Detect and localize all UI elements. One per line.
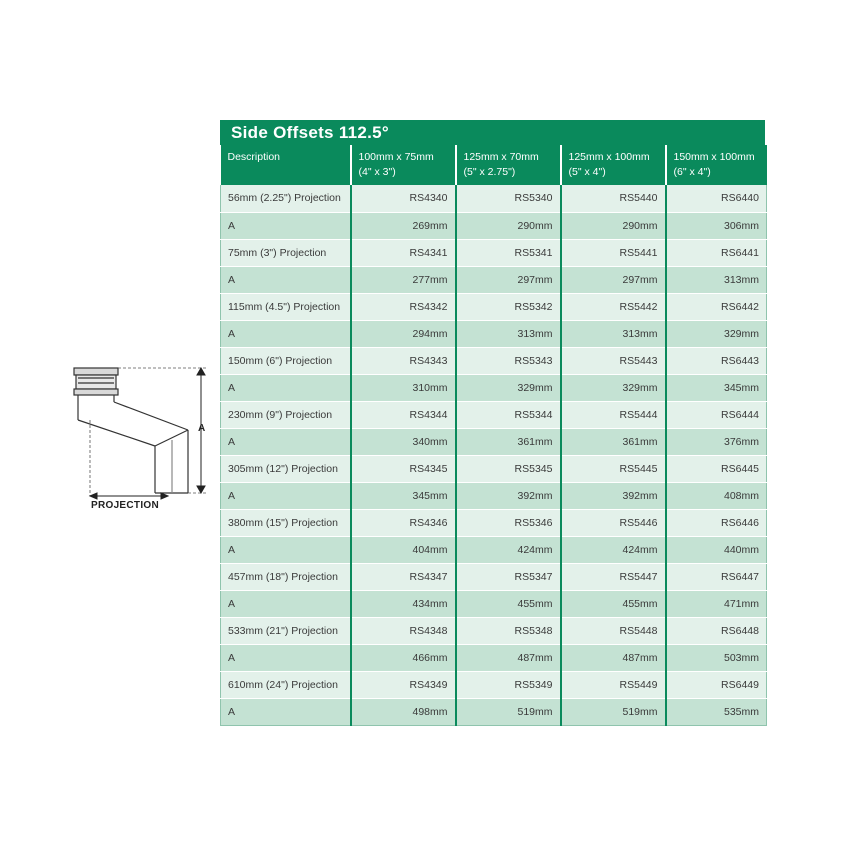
- product-code-cell: RS4340: [351, 185, 456, 212]
- side-offsets-table: [220, 145, 767, 726]
- dimension-a-cell: 487mm: [456, 644, 561, 671]
- table-row-dimension-a: [221, 644, 767, 671]
- table-row-dimension-a: [221, 590, 767, 617]
- dimension-a-row-label: A: [221, 644, 351, 671]
- table-row-dimension-a: [221, 374, 767, 401]
- product-code-cell: RS5444: [561, 401, 666, 428]
- header-line: 125mm x 100mm: [568, 151, 650, 163]
- product-code-cell: RS5348: [456, 617, 561, 644]
- dimension-a-cell: 269mm: [351, 212, 456, 239]
- product-code-cell: RS5443: [561, 347, 666, 374]
- header-line: 100mm x 75mm: [358, 151, 434, 163]
- product-code-cell: RS5445: [561, 455, 666, 482]
- projection-label: PROJECTION: [91, 500, 160, 511]
- dimension-a-cell: 455mm: [456, 590, 561, 617]
- product-code-cell: RS5349: [456, 671, 561, 698]
- product-code-cell: RS4347: [351, 563, 456, 590]
- dimension-a-cell: 340mm: [351, 428, 456, 455]
- product-code-cell: RS4344: [351, 401, 456, 428]
- dimension-a-row-label: A: [221, 428, 351, 455]
- dimension-a-row-label: A: [221, 320, 351, 347]
- product-code-cell: RS5341: [456, 239, 561, 266]
- dimension-a-row-label: A: [221, 698, 351, 725]
- table-header-row: [221, 145, 767, 185]
- product-code-cell: RS5448: [561, 617, 666, 644]
- dimension-a-cell: 519mm: [561, 698, 666, 725]
- dimension-a-row-label: A: [221, 590, 351, 617]
- product-code-cell: RS5344: [456, 401, 561, 428]
- dimension-a-cell: 434mm: [351, 590, 456, 617]
- dimension-a-cell: 361mm: [561, 428, 666, 455]
- dimension-a-cell: 404mm: [351, 536, 456, 563]
- dimension-a-cell: 471mm: [666, 590, 767, 617]
- dimension-a-cell: 290mm: [561, 212, 666, 239]
- dimension-a-cell: 313mm: [456, 320, 561, 347]
- table-row-dimension-a: [221, 428, 767, 455]
- dimension-a-cell: 408mm: [666, 482, 767, 509]
- dimension-a-cell: 329mm: [666, 320, 767, 347]
- table-row-dimension-a: [221, 536, 767, 563]
- dimension-a-cell: 329mm: [561, 374, 666, 401]
- product-code-cell: RS5342: [456, 293, 561, 320]
- header-line: 150mm x 100mm: [673, 151, 755, 163]
- column-header-125x70: [456, 145, 561, 185]
- table-row-codes: [221, 617, 767, 644]
- header-line: (4" x 3"): [358, 166, 396, 178]
- dimension-a-cell: 361mm: [456, 428, 561, 455]
- product-code-cell: RS5441: [561, 239, 666, 266]
- dimension-a-row-label: A: [221, 536, 351, 563]
- product-code-cell: RS5442: [561, 293, 666, 320]
- header-line: (6" x 4"): [673, 166, 711, 178]
- dimension-a-cell: 535mm: [666, 698, 767, 725]
- product-code-cell: RS5440: [561, 185, 666, 212]
- dimension-a-cell: 466mm: [351, 644, 456, 671]
- product-code-cell: RS5343: [456, 347, 561, 374]
- dimension-a-cell: 297mm: [561, 266, 666, 293]
- table-row-dimension-a: [221, 266, 767, 293]
- dimension-a-cell: 345mm: [666, 374, 767, 401]
- dimension-a-cell: 392mm: [561, 482, 666, 509]
- table-row-codes: [221, 347, 767, 374]
- column-header-description: [221, 145, 351, 185]
- table-row-codes: [221, 185, 767, 212]
- table-row-dimension-a: [221, 482, 767, 509]
- dimension-a-row-label: A: [221, 212, 351, 239]
- product-code-cell: RS4343: [351, 347, 456, 374]
- table-row-codes: [221, 293, 767, 320]
- table-title: Side Offsets 112.5°: [220, 120, 765, 145]
- column-header-125x100: [561, 145, 666, 185]
- dimension-a-cell: 455mm: [561, 590, 666, 617]
- table-row-codes: [221, 455, 767, 482]
- dimension-a-cell: 329mm: [456, 374, 561, 401]
- dimension-a-cell: 424mm: [456, 536, 561, 563]
- dimension-a-row-label: A: [221, 266, 351, 293]
- dimension-a-label: A: [198, 423, 206, 434]
- header-line: (5" x 4"): [568, 166, 606, 178]
- product-code-cell: RS5347: [456, 563, 561, 590]
- product-code-cell: RS4346: [351, 509, 456, 536]
- product-code-cell: RS4341: [351, 239, 456, 266]
- projection-description: 457mm (18") Projection: [221, 563, 351, 590]
- dimension-a-cell: 392mm: [456, 482, 561, 509]
- dimension-a-cell: 498mm: [351, 698, 456, 725]
- product-code-cell: RS6447: [666, 563, 767, 590]
- dimension-a-cell: 310mm: [351, 374, 456, 401]
- table-row-codes: [221, 401, 767, 428]
- header-line: (5" x 2.75"): [463, 166, 516, 178]
- table-row-codes: [221, 509, 767, 536]
- product-code-cell: RS4345: [351, 455, 456, 482]
- dimension-a-cell: 290mm: [456, 212, 561, 239]
- dimension-a-cell: 294mm: [351, 320, 456, 347]
- header-line: Description: [227, 151, 281, 163]
- projection-description: 150mm (6") Projection: [221, 347, 351, 374]
- projection-description: 115mm (4.5") Projection: [221, 293, 351, 320]
- product-code-cell: RS6440: [666, 185, 767, 212]
- dimension-a-cell: 440mm: [666, 536, 767, 563]
- dimension-a-cell: 503mm: [666, 644, 767, 671]
- projection-description: 380mm (15") Projection: [221, 509, 351, 536]
- product-code-cell: RS5446: [561, 509, 666, 536]
- dimension-a-cell: 313mm: [666, 266, 767, 293]
- dimension-a-cell: 306mm: [666, 212, 767, 239]
- product-code-cell: RS5449: [561, 671, 666, 698]
- product-code-cell: RS6442: [666, 293, 767, 320]
- product-code-cell: RS6443: [666, 347, 767, 374]
- dimension-a-row-label: A: [221, 374, 351, 401]
- product-code-cell: RS6445: [666, 455, 767, 482]
- table-row-dimension-a: [221, 320, 767, 347]
- dimension-a-cell: 424mm: [561, 536, 666, 563]
- product-code-cell: RS5345: [456, 455, 561, 482]
- product-code-cell: RS6448: [666, 617, 767, 644]
- dimension-a-cell: 297mm: [456, 266, 561, 293]
- dimension-a-cell: 376mm: [666, 428, 767, 455]
- dimension-a-row-label: A: [221, 482, 351, 509]
- product-code-cell: RS6441: [666, 239, 767, 266]
- header-line: 125mm x 70mm: [463, 151, 539, 163]
- table-row-codes: [221, 671, 767, 698]
- product-code-cell: RS6444: [666, 401, 767, 428]
- dimension-a-cell: 277mm: [351, 266, 456, 293]
- column-header-150x100: [666, 145, 767, 185]
- table-row-codes: [221, 239, 767, 266]
- table-row-dimension-a: [221, 698, 767, 725]
- product-code-cell: RS4349: [351, 671, 456, 698]
- product-code-cell: RS6446: [666, 509, 767, 536]
- projection-description: 230mm (9") Projection: [221, 401, 351, 428]
- column-header-100x75: [351, 145, 456, 185]
- projection-description: 305mm (12") Projection: [221, 455, 351, 482]
- product-code-cell: RS4348: [351, 617, 456, 644]
- projection-description: 610mm (24") Projection: [221, 671, 351, 698]
- projection-description: 56mm (2.25") Projection: [221, 185, 351, 212]
- product-code-cell: RS5447: [561, 563, 666, 590]
- projection-description: 75mm (3") Projection: [221, 239, 351, 266]
- dimension-a-cell: 519mm: [456, 698, 561, 725]
- product-code-cell: RS5340: [456, 185, 561, 212]
- dimension-a-cell: 313mm: [561, 320, 666, 347]
- side-offset-diagram: [60, 360, 220, 520]
- table-row-dimension-a: [221, 212, 767, 239]
- product-code-cell: RS6449: [666, 671, 767, 698]
- projection-description: 533mm (21") Projection: [221, 617, 351, 644]
- dimension-a-cell: 487mm: [561, 644, 666, 671]
- product-code-cell: RS4342: [351, 293, 456, 320]
- product-code-cell: RS5346: [456, 509, 561, 536]
- table-row-codes: [221, 563, 767, 590]
- dimension-a-cell: 345mm: [351, 482, 456, 509]
